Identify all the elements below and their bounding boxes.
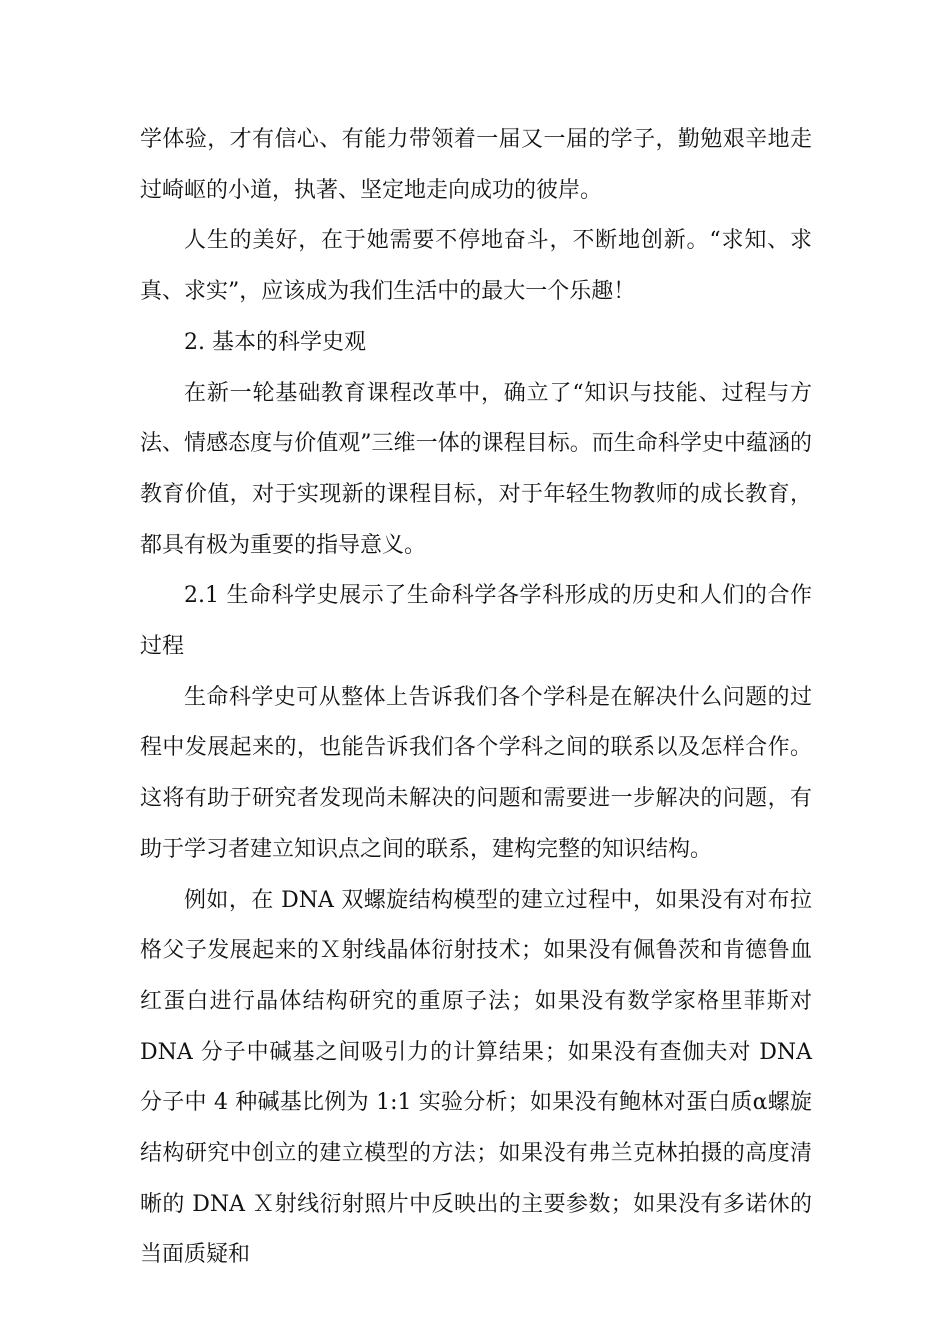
paragraph-curriculum-reform: 在新一轮基础教育课程改革中，确立了“知识与技能、过程与方法、情感态度与价值观”三维一体的课程目标。而生命科学史中蕴涵的教育价值，对于实现新的课程目标，对于年轻生物教师的成长教育，都具有极为重要的指导意义。 — [140, 380, 812, 558]
paragraph-dna-example: 例如，在 DNA 双螺旋结构模型的建立过程中，如果没有对布拉格父子发展起来的Ｘ射线晶体衍射技术；如果没有佩鲁茨和肯德鲁血红蛋白进行晶体结构研究的重原子法；如果没有数学家格里菲斯对 DNA 分子中碱基之间吸引力的计算结果；如果没有查伽夫对 DNA 分子中 4 种碱基比例为 1:1 实验分析；如果没有鲍林对蛋白质α螺旋结构研究中创立的建立模型的方法；如果没有弗兰克林拍摄的高度清晰的 DNA Ｘ射线衍射照片中反映出的主要参数；如果没有多诺休的当面质疑和 — [140, 887, 812, 1268]
section-heading-2: 2. 基本的科学史观 — [184, 329, 366, 355]
body-text — [140, 115, 812, 1281]
paragraph-continuation: 学体验，才有信心、有能力带领着一届又一届的学子，勤勉艰辛地走过崎岖的小道，执著、坚定地走向成功的彼岸。 — [140, 127, 812, 203]
paragraph-history-overview: 生命科学史可从整体上告诉我们各个学科是在解决什么问题的过程中发展起来的，也能告诉我们各个学科之间的联系以及怎样合作。这将有助于研究者发现尚未解决的问题和需要进一步解决的问题，有助于学习者建立知识点之间的联系，建构完整的知识结构。 — [140, 684, 812, 862]
section-heading-2-1: 2.1 生命科学史展示了生命科学各学科形成的历史和人们的合作过程 — [140, 583, 812, 660]
paragraph-life-beauty: 人生的美好，在于她需要不停地奋斗，不断地创新。“求知、求真、求实”，应该成为我们生活中的最大一个乐趣！ — [140, 228, 812, 305]
